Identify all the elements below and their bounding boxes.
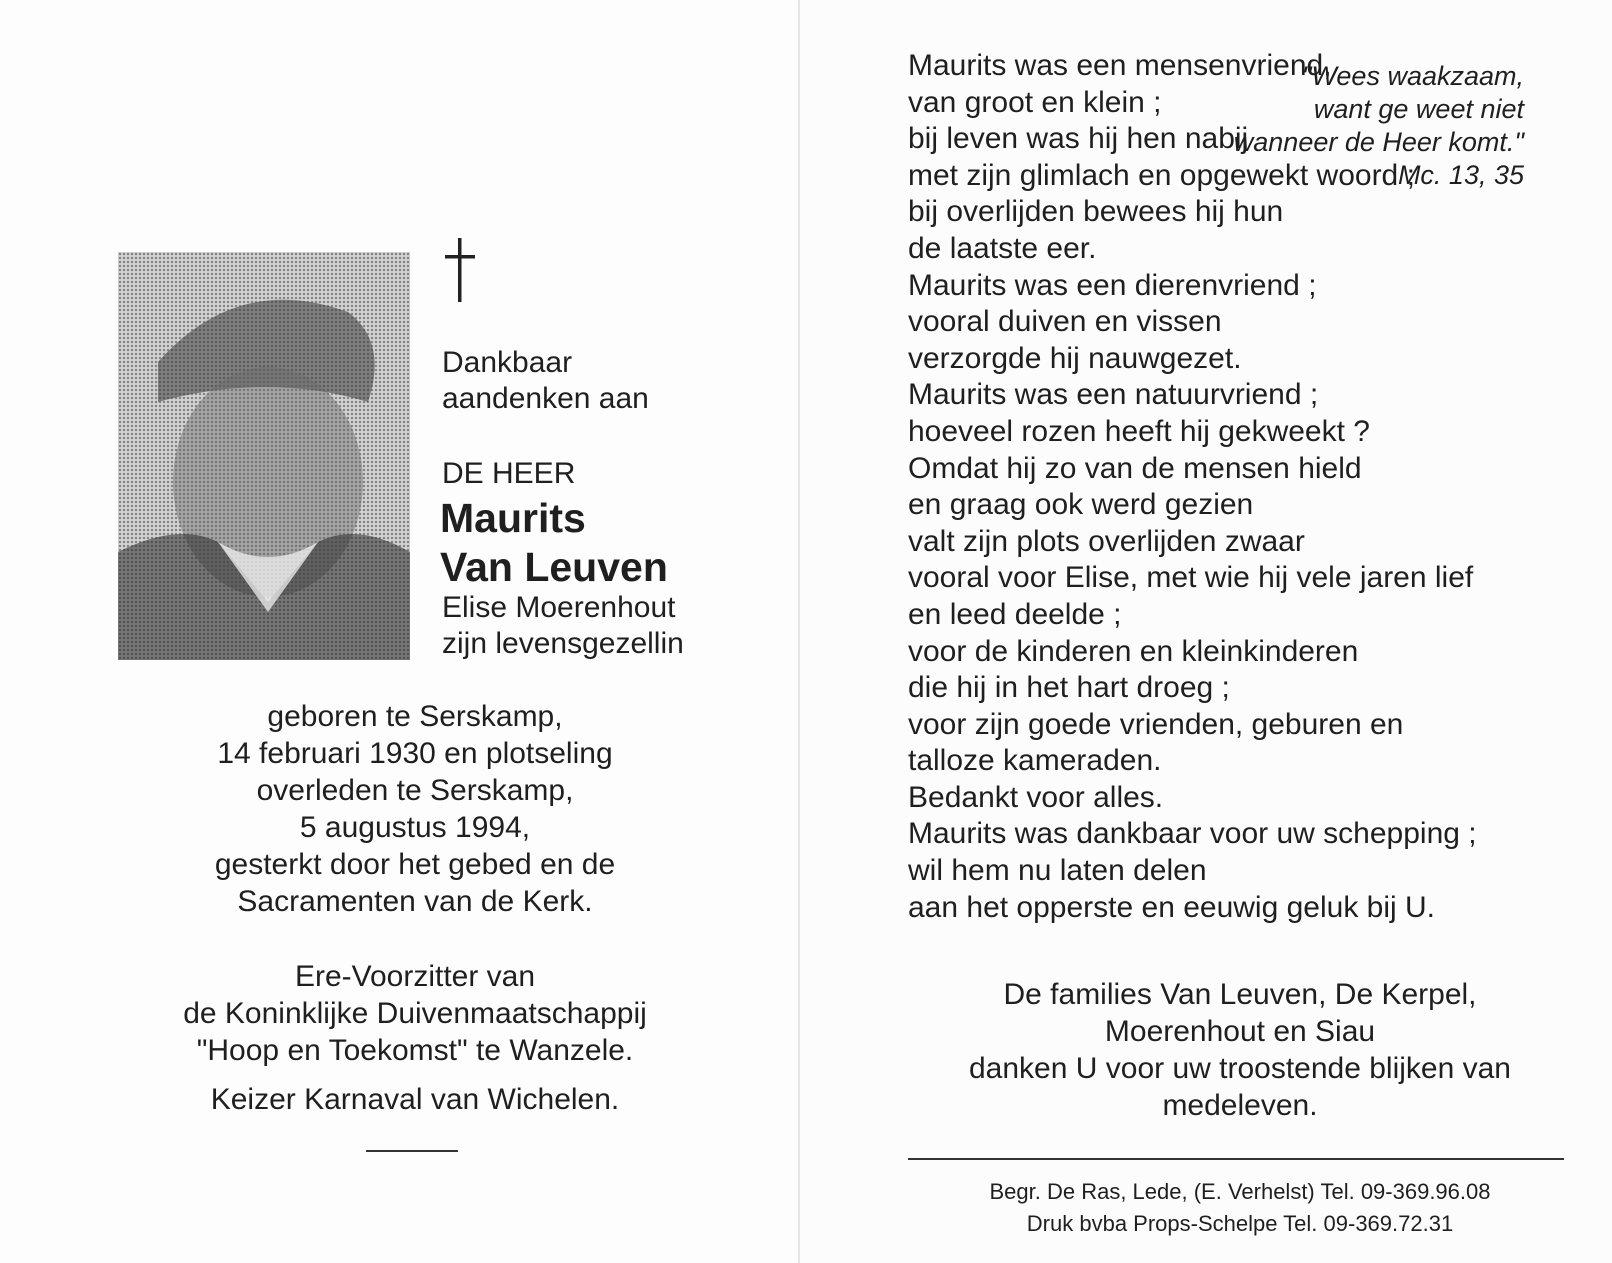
poem-line: vooral duiven en vissen	[908, 305, 1222, 339]
poem-line: aan het opperste en eeuwig geluk bij U.	[908, 890, 1436, 924]
life-line: overleden te Serskamp,	[256, 774, 574, 807]
life-line: 14 februari 1930 en plotseling	[217, 737, 613, 770]
poem-line: verzorgde hij nauwgezet.	[908, 341, 1242, 375]
divider-short	[366, 1150, 458, 1152]
quote-line: "Wees waakzaam,	[1301, 61, 1524, 91]
latin-cross-icon	[445, 238, 475, 302]
credit-line: Druk bvba Props-Schelpe Tel. 09-369.72.31	[1026, 1211, 1454, 1236]
thanks-line: Moerenhout en Siau	[1104, 1015, 1376, 1048]
poem-line: Bedankt voor alles.	[908, 780, 1164, 814]
poem-line: Maurits was een mensenvriend,	[908, 49, 1332, 82]
last-name: Van Leuven	[440, 544, 668, 590]
poem-line: talloze kameraden.	[908, 744, 1162, 778]
keizer-karnaval: Keizer Karnaval van Wichelen.	[210, 1083, 620, 1116]
poem-line: vooral voor Elise, met wie hij vele jaren lief	[908, 561, 1474, 595]
spouse-relation: zijn levensgezellin	[442, 627, 684, 660]
portrait-photo	[118, 252, 410, 660]
divider-long	[908, 1158, 1564, 1160]
quote-reference: Mc. 13, 35	[1397, 160, 1524, 190]
family-thanks	[900, 976, 1580, 1124]
thanks-line: danken U voor uw troostende blijken van	[969, 1052, 1511, 1085]
poem-line: Maurits was een dierenvriend ;	[908, 268, 1317, 302]
poem-line: valt zijn plots overlijden zwaar	[908, 524, 1305, 558]
poem-line: en leed deelde ;	[908, 597, 1122, 631]
life-line: Sacramenten van de Kerk.	[237, 885, 593, 918]
poem-line: bij overlijden bewees hij hun	[908, 195, 1284, 229]
honor-line: de Koninklijke Duivenmaatschappij	[183, 997, 647, 1030]
poem-line: en graag ook werd gezien	[908, 488, 1254, 522]
poem-line: voor zijn goede vrienden, geburen en	[908, 707, 1404, 741]
life-details	[80, 698, 750, 920]
poem-line: met zijn glimlach en opgewekt woord ;	[908, 158, 1415, 192]
poem-line: de laatste eer.	[908, 231, 1097, 265]
thanks-line: medeleven.	[1162, 1089, 1318, 1122]
first-name: Maurits	[440, 495, 586, 541]
poem-line: hoeveel rozen heeft hij gekweekt ?	[908, 414, 1370, 448]
quote-line: want ge weet niet	[1313, 94, 1524, 124]
credit-line: Begr. De Ras, Lede, (E. Verhelst) Tel. 09-369.96.08	[989, 1179, 1491, 1204]
poem-line: wil hem nu laten delen	[908, 854, 1207, 888]
poem-line: bij leven was hij hen nabij	[908, 122, 1249, 156]
life-line: gesterkt door het gebed en de	[214, 848, 616, 881]
honor-line: Ere-Voorzitter van	[294, 960, 536, 993]
honorific-title: DE HEER	[442, 457, 576, 490]
poem-line: Maurits was dankbaar voor uw schepping ;	[908, 817, 1477, 851]
life-line: geboren te Serskamp,	[267, 700, 563, 733]
intro-line: Dankbaar	[442, 346, 573, 379]
deceased-name	[440, 494, 668, 592]
spouse-name: Elise Moerenhout	[442, 591, 676, 624]
quote-line: wanneer de Heer komt."	[1233, 127, 1524, 157]
intro-line: aandenken aan	[442, 382, 649, 415]
portrait-silhouette	[118, 252, 410, 660]
intro-text	[442, 345, 649, 417]
honor-line: "Hoop en Toekomst" te Wanzele.	[196, 1034, 634, 1067]
poem	[908, 48, 1477, 926]
printer-credits	[900, 1176, 1580, 1240]
life-line: 5 augustus 1994,	[299, 811, 531, 844]
poem-line: Omdat hij zo van de mensen hield	[908, 451, 1362, 485]
poem-line: Maurits was een natuurvriend ;	[908, 378, 1319, 412]
poem-line: voor de kinderen en kleinkinderen	[908, 634, 1359, 668]
honors	[80, 958, 750, 1069]
spouse-info	[442, 590, 684, 662]
thanks-line: De families Van Leuven, De Kerpel,	[1003, 978, 1477, 1011]
poem-line: van groot en klein ;	[908, 85, 1162, 119]
poem-line: die hij in het hart droeg ;	[908, 671, 1230, 705]
